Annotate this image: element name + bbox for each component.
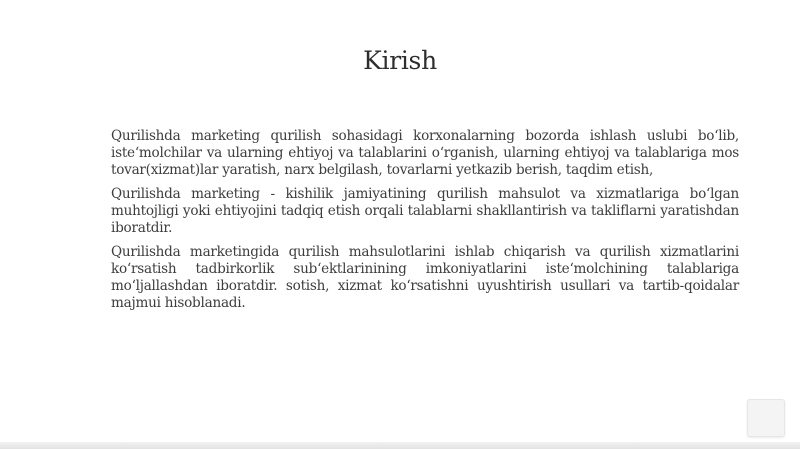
bottom-scrollbar[interactable] xyxy=(0,442,800,449)
slide-body xyxy=(111,128,739,319)
paragraph-2: Qurilishda marketing - kishilik jamiyatining qurilish mahsulot va xizmatlariga bo‘lgan muhtojligi yoki ehtiyojini tadqiq etish orqali talablarni shakllantirish va takliflarni yaratishdan iboratdir. xyxy=(111,186,739,236)
paragraph-3: Qurilishda marketingida qurilish mahsulotlarini ishlab chiqarish va qurilish xizmatlarini ko‘rsatish tadbirkorlik sub‘ektlarinining imkoniyatlarini iste‘molchining talablariga mo‘ljallashdan iboratdir. sotish, xizmat ko‘rsatishni uyushtirish usullari va tartib-qoidalar majmui hisoblanadi. xyxy=(111,244,739,311)
paragraph-1: Qurilishda marketing qurilish sohasidagi korxonalarning bozorda ishlash uslubi bo‘lib, iste‘molchilar va ularning ehtiyoj va talablarini o‘rganish, ularning ehtiyoj va talablariga mos tovar(xizmat)lar yaratish, narx belgilash, tovarlarni yetkazib berish, taqdim etish, xyxy=(111,128,739,178)
slide-title: Kirish xyxy=(363,46,437,75)
corner-button[interactable] xyxy=(747,399,785,437)
